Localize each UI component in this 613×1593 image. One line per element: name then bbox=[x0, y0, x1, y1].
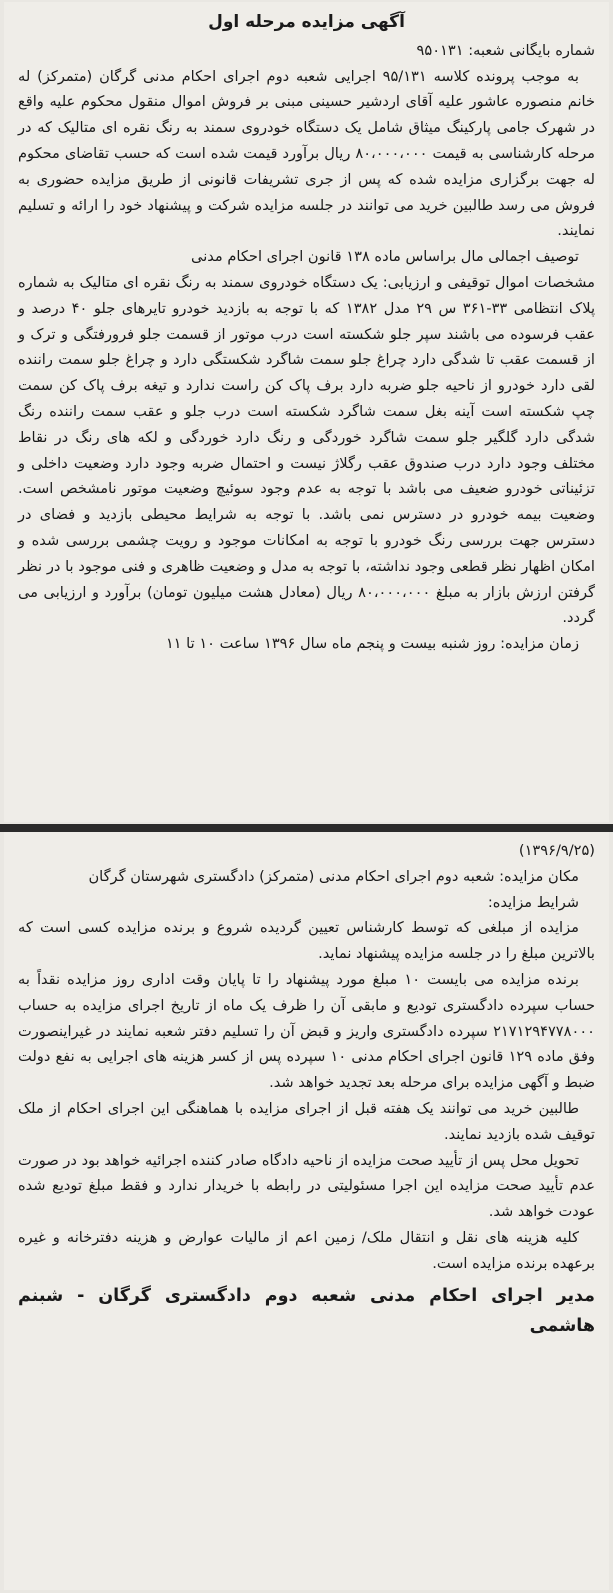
notice-bottom-section bbox=[4, 832, 609, 1590]
condition-4: تحویل محل پس از تأیید صحت مزایده از ناحیه دادگاه صادر کننده اجرائیه خواهد بود در صورت عدم تأیید صحت مزایده این اجرا مسئولیتی در رابطه با خریدار ندارد و فقط مبلغ تودیع شده عودت خواهد شد. bbox=[18, 1151, 595, 1221]
archive-number: شماره بایگانی شعبه: ۹۵۰۱۳۱ bbox=[416, 41, 595, 59]
conditions-heading: شرایط مزایده: bbox=[487, 893, 579, 911]
auction-time: زمان مزایده: روز شنبه بیست و پنجم ماه سال ۱۳۹۶ ساعت ۱۰ تا ۱۱ bbox=[165, 635, 579, 653]
intro-paragraph: به موجب پرونده کلاسه ۹۵/۱۳۱ اجرایی شعبه دوم اجرای احکام مدنی گرگان (متمرکز) له خانم منصوره عاشور علیه آقای اردشیر حسینی مبنی بر فروش اموال منقول محکوم علیه واقع در شهرک جامی پارکینگ میثاق شامل یک دستگاه خودروی سمند به رنگ نقره ای متالیک که در مرحله کارشناسی به قیمت ۸۰،۰۰۰،۰۰۰ ریال برآورد قیمت شده است که حسب تقاضای محکوم له جهت برگزاری مزایده شده که پس از جری تشریفات قانونی از طریق مزایده حضوری به فروش می رسد طالبین خرید می توانند در جلسه مزایده شرکت و پیشنهاد خود را ارائه و تسلیم نمایند. bbox=[18, 67, 595, 240]
condition-5: کلیه هزینه های نقل و انتقال ملک/ زمین اعم از مالیات عوارض و هزینه دفترخانه و غیره برعهده برنده مزایده است. bbox=[18, 1228, 595, 1272]
notice-top-section bbox=[4, 2, 609, 822]
condition-2: برنده مزایده می بایست ۱۰ مبلغ مورد پیشنهاد را تا پایان وقت اداری روز مزایده نقداً به حساب سپرده دادگستری تودیع و مابقی آن را ظرف یک ماه از تاریخ اجرای مزایده به حساب ۲۱۷۱۲۹۴۷۷۸۰۰۰ سپرده دادگستری واریز و قبض آن را تسلیم دفتر شعبه نمایند در غیراینصورت وفق ماده ۱۲۹ قانون اجرای احکام مدنی ۱۰ سپرده پس از کسر هزینه های اجرایی به نفع دولت ضبط و آگهی مزایده برای مرحله بعد تجدید خواهد شد. bbox=[18, 970, 595, 1092]
article-heading: توصیف اجمالی مال براساس ماده ۱۳۸ قانون اجرای احکام مدنی bbox=[191, 248, 579, 266]
auction-date: (۱۳۹۶/۹/۲۵) bbox=[518, 842, 595, 859]
auction-place: مکان مزایده: شعبه دوم اجرای احکام مدنی (متمرکز) دادگستری شهرستان گرگان bbox=[88, 867, 579, 885]
condition-3: طالبین خرید می توانند یک هفته قبل از اجرای مزایده با هماهنگی این اجرای احکام از ملک توقیف شده بازدید نمایند. bbox=[18, 1099, 595, 1143]
condition-1: مزایده از مبلغی که توسط کارشناس تعیین گردیده شروع و برنده مزایده کسی است که بالاترین مبلغ را در جلسه مزایده پیشنهاد نماید. bbox=[18, 919, 595, 963]
specs-paragraph: مشخصات اموال توقیفی و ارزیابی: یک دستگاه خودروی سمند به رنگ نقره ای متالیک به شماره پلاک انتظامی ۳۳-۳۶۱ س ۲۹ مدل ۱۳۸۲ که با توجه به بازدید خودرو تایرهای جلو ۴۰ درصد و عقب فرسوده می باشند سپر جلو شکسته است درب موتور از قسمت جلو فرورفتگی و ترک و از قسمت عقب تا شدگی دارد چراغ جلو سمت شاگرد شکستگی دارد و چراغ جلو سمت راننده لقی دارد خودرو از ناحیه جلو ضربه دارد برف پاک کن راست ندارد و تیغه برف پاک کن سمت چپ شکسته است آینه بغل سمت شاگرد شکسته است درب جلو و عقب سمت راننده رنگ شدگی دارد گلگیر جلو سمت شاگرد خوردگی و رنگ دارد خوردگی و لکه های رنگ در نقاط مختلف وجود دارد درب صندوق عقب رگلاژ نیست و احتمال ضربه وجود دارد وضعیت داخلی و تزئیناتی خودرو ضعیف می باشد با توجه به عدم وجود سوئیچ وضعیت موتور نامشخص است. وضعیت بیمه خودرو در دسترس نمی باشد. با توجه به شرایط محیطی بازدید و فضای در دسترس جهت بررسی رنگ خودرو با توجه به امکانات موجود و رویت چشمی بررسی شده و امکان اظهار نظر قطعی وجود نداشته، با توجه به مدل و وضعیت ظاهری و فنی موجود با در نظر گرفتن ارزش بازار به مبلغ ۸۰،۰۰۰،۰۰۰ ریال (معادل هشت میلیون تومان) برآورد و ارزیابی می گردد. bbox=[18, 273, 596, 627]
signature: مدیر اجرای احکام مدنی شعبه دوم دادگستری گرگان - شبنم هاشمی bbox=[18, 1285, 595, 1336]
column-divider bbox=[0, 824, 613, 832]
notice-title: آگهی مزایده مرحله اول bbox=[208, 12, 405, 32]
